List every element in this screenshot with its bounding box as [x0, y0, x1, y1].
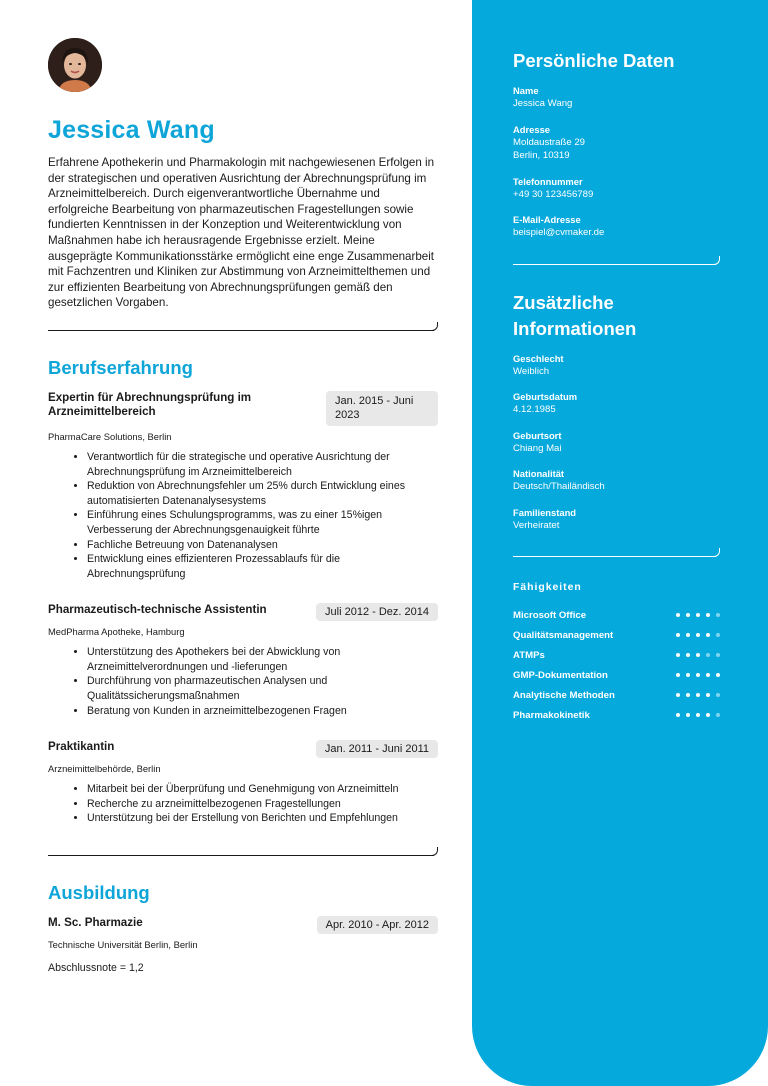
rating-dot: [686, 713, 690, 717]
additional-field: [513, 467, 720, 494]
avatar: [48, 38, 102, 92]
rating-dot: [696, 673, 700, 677]
rating-dot: [676, 613, 680, 617]
skill-name: Qualitätsmanagement: [513, 629, 614, 641]
skill-name: Analytische Methoden: [513, 689, 615, 701]
rating-dot: [686, 693, 690, 697]
rating-dot: [686, 653, 690, 657]
field-value: 4.12.1985: [513, 404, 556, 415]
skills-list: [513, 605, 720, 725]
field-value: Chiang Mai: [513, 442, 562, 454]
field-label: E-Mail-Adresse: [513, 214, 581, 225]
field-label: Familienstand: [513, 506, 577, 518]
rating-dot: [686, 613, 690, 617]
rating-dot: [716, 673, 720, 677]
rating-dot: [676, 653, 680, 657]
skill-rating: [676, 673, 720, 677]
personal-field: [513, 123, 720, 163]
email-value[interactable]: beispiel@cvmaker.de: [513, 227, 605, 238]
skill-row: [513, 705, 720, 725]
profile-summary: Erfahrene Apothekerin und Pharmakologin mit nachgewiesenen Erfolgen in der strategischen und operativen Ausrichtung der Abrechnungsprüfung im Arzneimittelbereich. Durch eigenverantwortliche Übernahme und erfolgreiche Bearbeitung von pharmazeutischen Fragestellungen sowie fundierten Kenntnissen in der Konzeption und Weiterentwicklung von Maßnahmen habe ich herausragende Ergebnisse erzielt. Meine ausgeprägte Kommunikationsstärke ermöglicht eine enge Zusammenarbeit mit Fachzentren und Kliniken zur Abstimmung von Arzneimittelthemen und zur effizienten Bearbeitung von Abrechnungsprüfungen gemäß den gesetzlichen Vorgaben.: [48, 156, 435, 310]
list-item: • Beratung von Kunden in arzneimittelbezogenen Fragen: [87, 704, 438, 719]
rating-dot: [716, 613, 720, 617]
personal-field: [513, 84, 720, 111]
skill-row: [513, 645, 720, 665]
list-item: • Unterstützung bei der Erstellung von Berichten und Empfehlungen: [87, 811, 438, 826]
field-label: Nationalität: [513, 468, 565, 479]
job-title: Expertin für Abrechnungsprüfung im Arzneimittelbereich: [48, 390, 252, 418]
list-item: • Verantwortlich für die strategische und operative Ausrichtung der Abrechnungsprüfung im Arzneimittelbereich: [87, 450, 438, 479]
job-date: Juli 2012 - Dez. 2014: [316, 603, 438, 621]
list-item: • Fachliche Betreuung von Datenanalysen: [87, 538, 438, 553]
skill-rating: [676, 653, 720, 657]
skill-row: [513, 625, 720, 645]
job-bullets: [48, 782, 438, 826]
list-item: • Recherche zu arzneimittelbezogenen Fragestellungen: [87, 797, 438, 812]
field-value: Berlin, 10319: [513, 150, 570, 161]
list-item: • Einführung eines Schulungsprogramms, was zu einer 15%igen Verbesserung der Abrechnungsgenauigkeit führte: [87, 508, 438, 537]
rating-dot: [676, 693, 680, 697]
skill-name: Pharmakokinetik: [513, 709, 590, 721]
main-column: [48, 38, 438, 974]
additional-heading: [513, 290, 720, 342]
rating-dot: [686, 633, 690, 637]
list-item: • Durchführung von pharmazeutischen Analysen und Qualitätssicherungsmaßnahmen: [87, 674, 438, 703]
education-heading: Ausbildung: [48, 882, 150, 904]
skill-name: ATMPs: [513, 649, 545, 661]
field-value: +49 30 123456789: [513, 188, 594, 200]
section-divider: [48, 323, 438, 337]
list-item: • Unterstützung des Apothekers bei der Abwicklung von Arzneimittelverordnungen und -lieferungen: [87, 645, 438, 674]
skill-rating: [676, 633, 720, 637]
candidate-name: Jessica Wang: [48, 116, 215, 144]
education-school: Technische Universität Berlin, Berlin: [48, 939, 198, 951]
skill-rating: [676, 693, 720, 697]
rating-dot: [706, 653, 710, 657]
experience-heading: Berufserfahrung: [48, 356, 193, 378]
job-company: Arzneimittelbehörde, Berlin: [48, 763, 161, 775]
skill-row: [513, 685, 720, 705]
job-entry: [48, 391, 438, 581]
rating-dot: [696, 613, 700, 617]
rating-dot: [696, 693, 700, 697]
rating-dot: [716, 633, 720, 637]
rating-dot: [706, 633, 710, 637]
skill-row: [513, 665, 720, 685]
field-label: Geburtsdatum: [513, 391, 578, 402]
sidebar-divider: [513, 550, 720, 562]
education-note: Abschlussnote = 1,2: [48, 962, 144, 975]
sidebar: [472, 0, 768, 1086]
skill-rating: [676, 713, 720, 717]
skill-row: [513, 605, 720, 625]
job-company: MedPharma Apotheke, Hamburg: [48, 626, 185, 638]
heading-line: Zusätzliche: [513, 291, 614, 313]
list-item: • Entwicklung eines effizienteren Prozessablaufs für die Abrechnungsprüfung: [87, 552, 438, 581]
rating-dot: [706, 613, 710, 617]
skill-rating: [676, 613, 720, 617]
job-date: Jan. 2011 - Juni 2011: [316, 740, 438, 758]
job-bullets: [48, 645, 438, 718]
education-date: Apr. 2010 - Apr. 2012: [317, 916, 438, 934]
additional-field: [513, 352, 720, 379]
field-label: Geburtsort: [513, 429, 562, 441]
field-value: Deutsch/Thailändisch: [513, 481, 605, 492]
job-date: Jan. 2015 - Juni 2023: [326, 391, 438, 426]
rating-dot: [716, 713, 720, 717]
job-bullets: [48, 450, 438, 581]
rating-dot: [706, 713, 710, 717]
rating-dot: [686, 673, 690, 677]
field-label: Adresse: [513, 123, 551, 135]
job-title: Pharmazeutisch-technische Assistentin: [48, 603, 267, 617]
personal-heading: Persönliche Daten: [513, 50, 675, 71]
rating-dot: [696, 653, 700, 657]
rating-dot: [676, 633, 680, 637]
personal-field: [513, 213, 720, 240]
rating-dot: [676, 673, 680, 677]
job-entry: [48, 603, 438, 718]
rating-dot: [706, 693, 710, 697]
field-label: Geschlecht: [513, 352, 564, 364]
rating-dot: [676, 713, 680, 717]
rating-dot: [706, 673, 710, 677]
rating-dot: [696, 633, 700, 637]
job-title: Praktikantin: [48, 740, 115, 754]
rating-dot: [716, 653, 720, 657]
field-value: Jessica Wang: [513, 98, 573, 109]
job-entry: [48, 740, 438, 826]
additional-field: [513, 390, 720, 417]
field-label: Name: [513, 85, 539, 96]
rating-dot: [716, 693, 720, 697]
field-value: Weiblich: [513, 365, 550, 377]
skill-name: Microsoft Office: [513, 609, 587, 621]
personal-field: [513, 175, 720, 202]
sidebar-divider: [513, 258, 720, 270]
field-label: Telefonnummer: [513, 175, 583, 187]
additional-field: [513, 506, 720, 533]
field-value: Verheiratet: [513, 519, 560, 531]
skills-heading: Fähigkeiten: [513, 582, 582, 593]
field-value: Moldaustraße 29: [513, 136, 585, 148]
heading-line: Informationen: [513, 317, 637, 339]
list-item: • Reduktion von Abrechnungsfehler um 25% durch Entwicklung eines automatisierten Datenanalysesystems: [87, 479, 438, 508]
degree-title: M. Sc. Pharmazie: [48, 916, 143, 930]
skill-name: GMP-Dokumentation: [513, 669, 608, 681]
list-item: • Mitarbeit bei der Überprüfung und Genehmigung von Arzneimitteln: [87, 782, 438, 797]
additional-field: [513, 429, 720, 456]
section-divider: [48, 848, 438, 862]
job-company: PharmaCare Solutions, Berlin: [48, 430, 172, 442]
rating-dot: [696, 713, 700, 717]
